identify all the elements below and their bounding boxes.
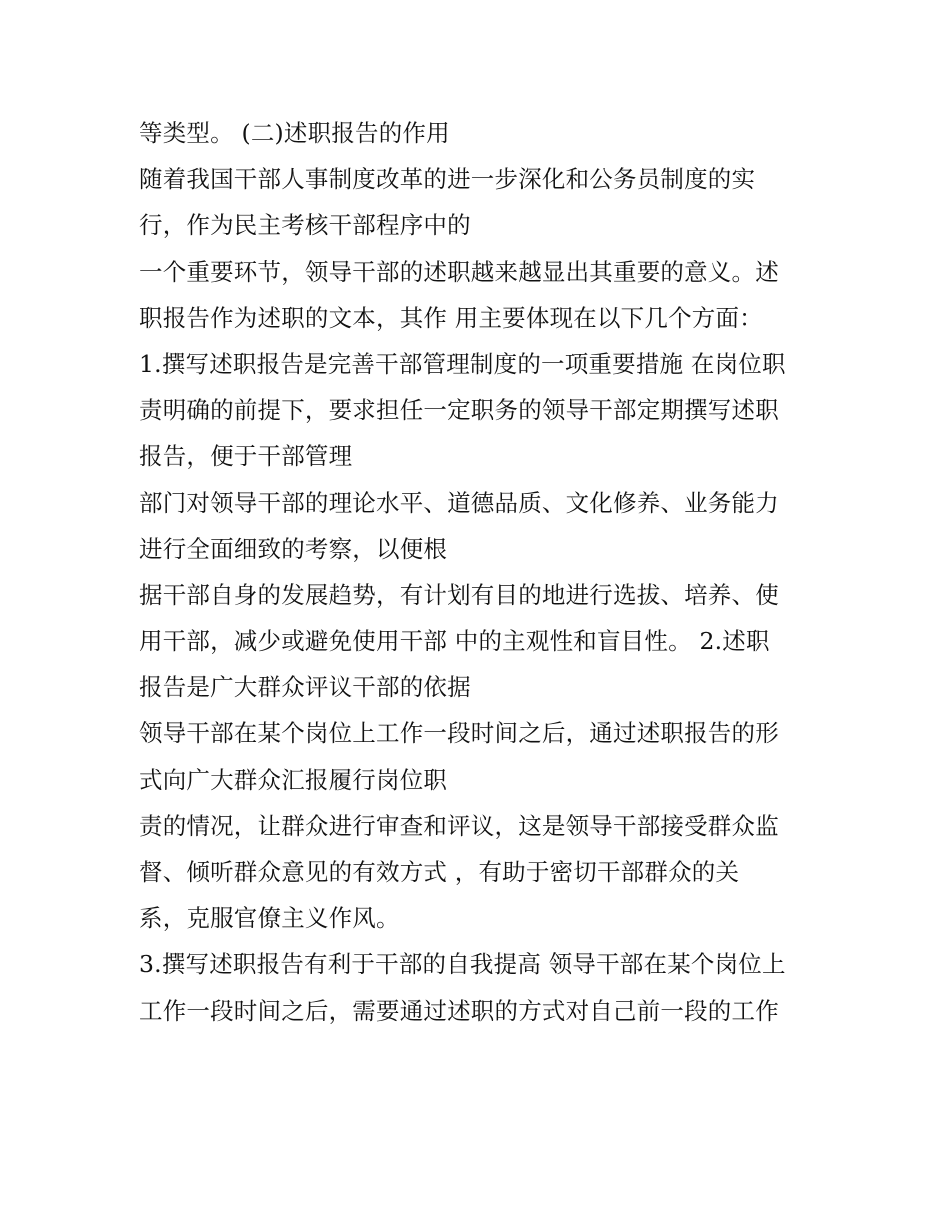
text-line: 进行全面细致的考察，以便根 <box>139 534 448 563</box>
text-line: 一个重要环节，领导干部的述职越来越显出其重要的意义。述 <box>139 257 779 286</box>
text-line: 系，克服官僚主义作风。 <box>139 904 400 933</box>
text-line: 责的情况，让群众进行审查和评议，这是领导干部接受群众监 <box>139 811 779 840</box>
text-line: 等类型。 (二)述职报告的作用 <box>139 119 450 147</box>
text-line: 职报告作为述职的文本，其作 用主要体现在以下几个方面： <box>139 303 763 332</box>
text-line: 工作一段时间之后，需要通过述职的方式对自己前一段的工作 <box>139 996 779 1025</box>
text-line: 3.撰写述职报告有利于干部的自我提高 领导干部在某个岗位上 <box>139 950 786 979</box>
text-line: 用干部，减少或避免使用干部 中的主观性和盲目性。 2.述职 <box>139 627 770 656</box>
text-line: 报告，便于干部管理 <box>139 442 353 471</box>
text-line: 随着我国干部人事制度改革的进一步深化和公务员制度的实 <box>139 165 756 194</box>
text-line: 领导干部在某个岗位上工作一段时间之后，通过述职报告的形 <box>139 719 779 748</box>
text-line: 部门对领导干部的理论水平、道德品质、文化修养、业务能力 <box>139 488 779 517</box>
text-line: 报告是广大群众评议干部的依据 <box>139 673 471 702</box>
document-body <box>139 110 829 1034</box>
text-line: 责明确的前提下，要求担任一定职务的领导干部定期撰写述职 <box>139 396 779 425</box>
text-line: 式向广大群众汇报履行岗位职 <box>139 765 448 794</box>
text-line: 1.撰写述职报告是完善干部管理制度的一项重要措施 在岗位职 <box>139 349 786 378</box>
text-line: 督、倾听群众意见的有效方式 ，有助于密切干部群众的关 <box>139 858 740 886</box>
text-line: 据干部自身的发展趋势，有计划有目的地进行选拔、培养、使 <box>139 580 779 609</box>
text-line: 行，作为民主考核干部程序中的 <box>139 211 471 240</box>
